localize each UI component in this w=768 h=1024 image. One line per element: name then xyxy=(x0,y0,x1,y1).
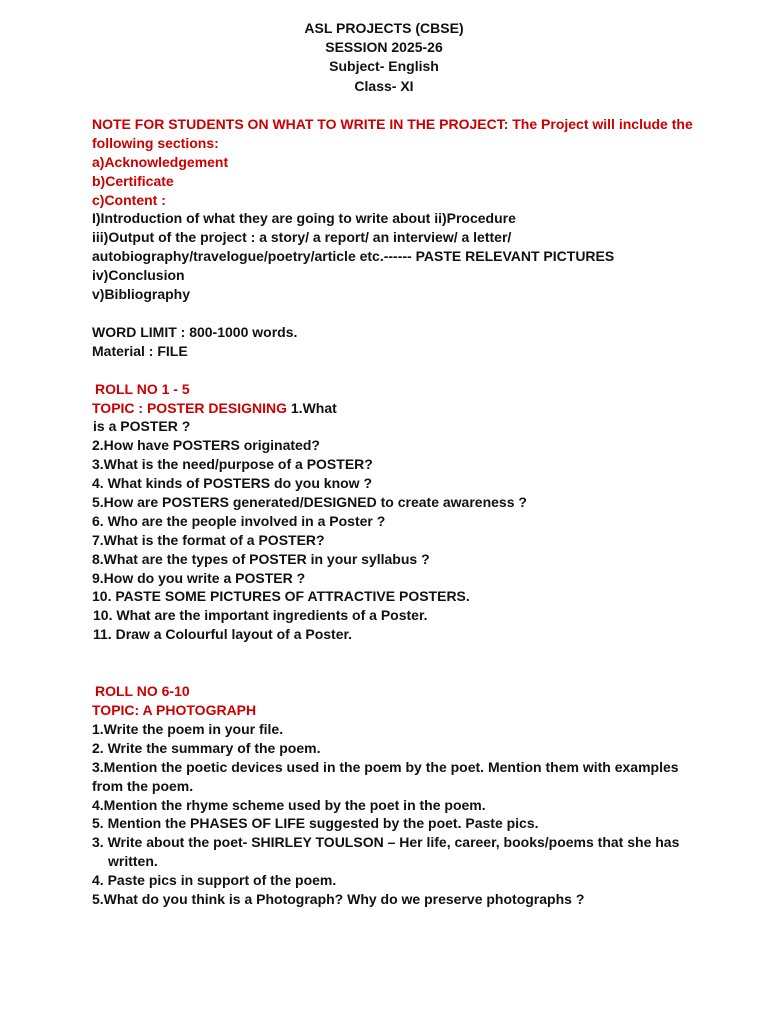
question-item-cont: from the poem. xyxy=(92,777,194,794)
question-1-start: 1.What xyxy=(290,399,337,416)
question-item: 7.What is the format of a POSTER? xyxy=(92,531,325,548)
content-bibliography: v)Bibliography xyxy=(92,286,191,303)
question-item: 9.How do you write a POSTER ? xyxy=(92,569,306,586)
question-1-end: is a POSTER ? xyxy=(93,418,191,435)
question-item: 3.What is the need/purpose of a POSTER? xyxy=(92,456,373,473)
roll-range-1: ROLL NO 1 - 5 xyxy=(95,380,190,397)
limits-section xyxy=(92,323,692,361)
session-line: SESSION 2025-26 xyxy=(325,39,443,56)
question-item: 8.What are the types of POSTER in your syllabus ? xyxy=(92,550,430,567)
project-title: ASL PROJECTS (CBSE) xyxy=(304,20,464,36)
topic-line-1 xyxy=(92,399,692,418)
question-item: 11. Draw a Colourful layout of a Poster. xyxy=(93,626,353,643)
content-conclusion: iv)Conclusion xyxy=(92,267,185,284)
question-item: 2. Write the summary of the poem. xyxy=(92,739,321,756)
question-item: 4. Paste pics in support of the poem. xyxy=(92,872,337,889)
document-header xyxy=(0,19,768,96)
question-item: 10. PASTE SOME PICTURES OF ATTRACTIVE POSTERS. xyxy=(92,588,470,605)
question-item-cont: written. xyxy=(108,853,158,870)
section-certificate: b)Certificate xyxy=(92,172,174,189)
question-item: 3. Write about the poet- SHIRLEY TOULSON – Her life, career, books/poems that she has xyxy=(92,834,680,851)
content-intro: I)Introduction of what they are going to write about ii)Procedure xyxy=(92,210,516,227)
question-item: 5.What do you think is a Photograph? Why do we preserve photographs ? xyxy=(92,890,585,907)
question-item: 2.How have POSTERS originated? xyxy=(92,437,320,454)
material: Material : FILE xyxy=(92,342,188,359)
question-item: 5.How are POSTERS generated/DESIGNED to create awareness ? xyxy=(92,494,527,511)
section-content: c)Content : xyxy=(92,191,166,208)
class-line: Class- XI xyxy=(354,77,414,94)
question-item: 3.Mention the poetic devices used in the poem by the poet. Mention them with examples xyxy=(92,758,679,775)
content-output: iii)Output of the project : a story/ a report/ an interview/ a letter/ xyxy=(92,229,512,246)
word-limit: WORD LIMIT : 800-1000 words. xyxy=(92,323,298,340)
note-heading-cont: following sections: xyxy=(92,134,219,151)
question-item: 6. Who are the people involved in a Poster ? xyxy=(92,512,386,529)
question-item: 4.Mention the rhyme scheme used by the poet in the poem. xyxy=(92,796,486,813)
subject-line: Subject- English xyxy=(329,58,439,75)
content-output-cont: autobiography/travelogue/poetry/article etc.------ PASTE RELEVANT PICTURES xyxy=(92,248,615,265)
photograph-section xyxy=(92,682,692,909)
question-item: 4. What kinds of POSTERS do you know ? xyxy=(92,475,373,492)
question-item: 5. Mention the PHASES OF LIFE suggested by the poet. Paste pics. xyxy=(92,815,539,832)
question-item: 1.Write the poem in your file. xyxy=(92,720,284,737)
topic-photograph: TOPIC: A PHOTOGRAPH xyxy=(92,702,257,719)
note-section xyxy=(92,115,692,304)
roll-range-2: ROLL NO 6-10 xyxy=(95,683,190,700)
topic-poster: TOPIC : POSTER DESIGNING xyxy=(92,399,287,416)
section-acknowledgement: a)Acknowledgement xyxy=(92,153,229,170)
question-item: 10. What are the important ingredients of a Poster. xyxy=(93,607,428,624)
poster-section xyxy=(92,380,692,644)
note-heading: NOTE FOR STUDENTS ON WHAT TO WRITE IN THE PROJECT: The Project will include the xyxy=(92,116,693,132)
document-body xyxy=(92,115,692,909)
